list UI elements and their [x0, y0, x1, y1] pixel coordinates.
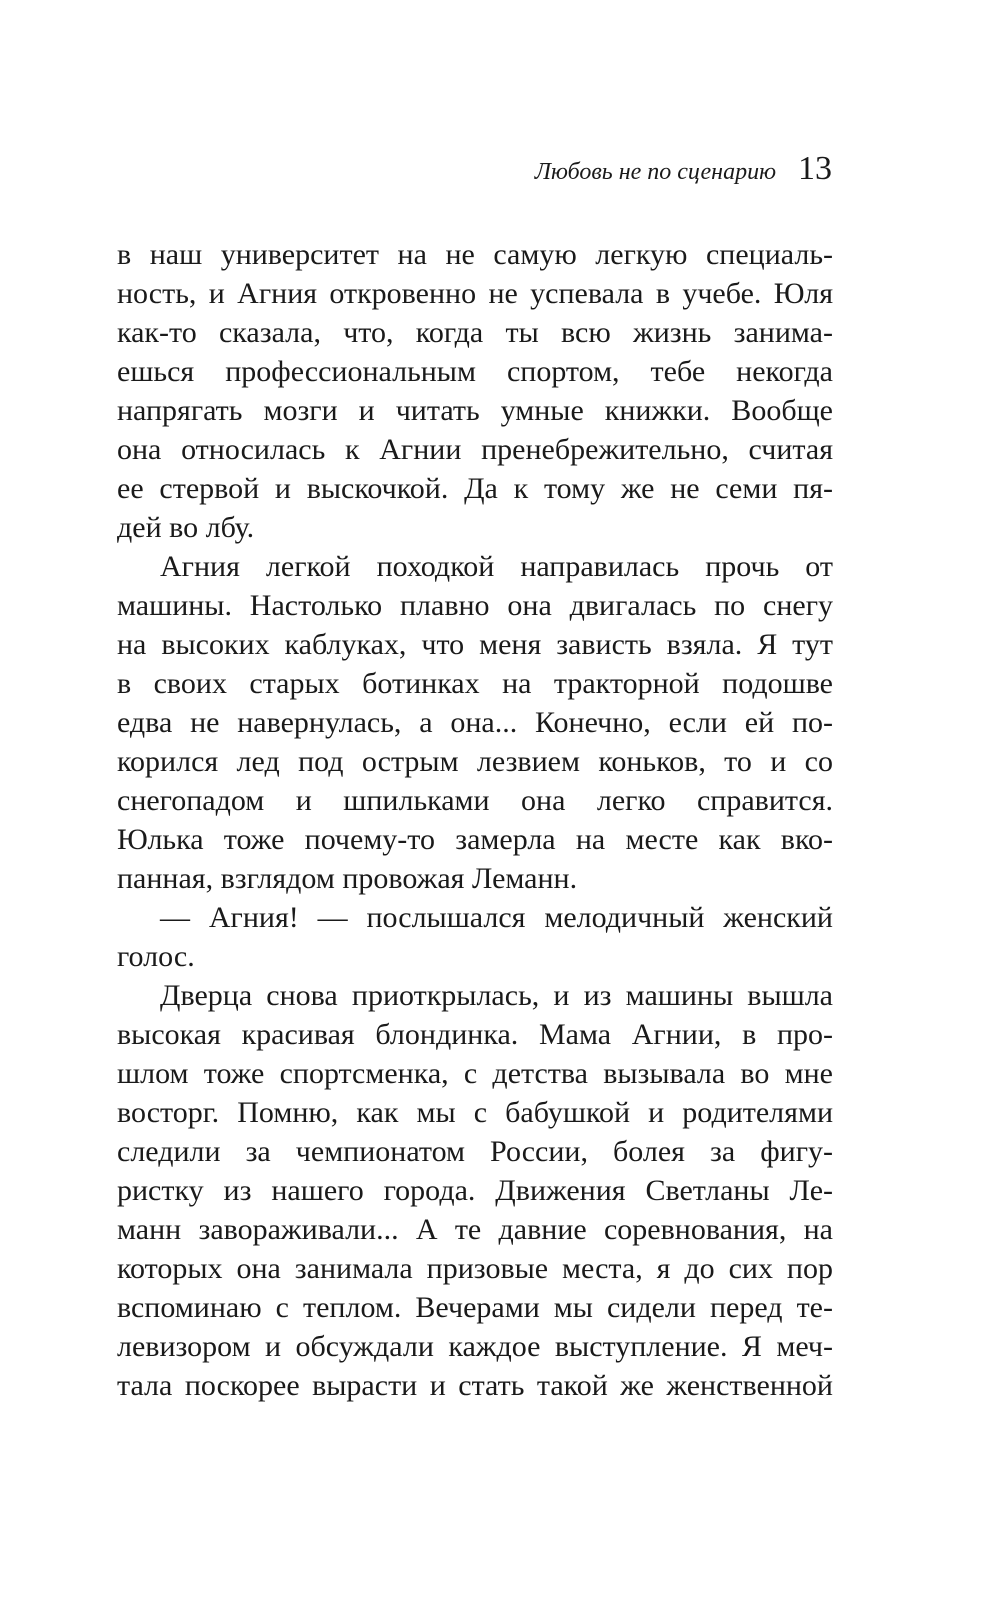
- text-line: ее стервой и выскочкой. Да к тому же не семи пя-: [117, 472, 833, 505]
- text-line: ешься профессиональным спортом, тебе некогда: [117, 355, 833, 388]
- text-line: снегопадом и шпильками она легко справится.: [117, 784, 833, 817]
- text-line: голос.: [117, 940, 195, 973]
- page-number: 13: [798, 150, 832, 187]
- text-line: Дверца снова приоткрылась, и из машины вышла: [160, 979, 833, 1012]
- text-line: Юлька тоже почему-то замерла на месте как вко-: [117, 823, 833, 856]
- running-header: [535, 150, 832, 190]
- text-line: тала поскорее вырасти и стать такой же женственной: [117, 1369, 833, 1402]
- text-line: на высоких каблуках, что меня зависть взяла. Я тут: [117, 628, 833, 661]
- text-line: дей во лбу.: [117, 511, 255, 544]
- text-line: которых она занимала призовые места, я до сих пор: [117, 1252, 833, 1285]
- text-line: манн завораживали... А те давние соревнования, на: [117, 1213, 833, 1246]
- text-line: высокая красивая блондинка. Мама Агнии, в про-: [117, 1018, 833, 1051]
- text-line: корился лед под острым лезвием коньков, то и со: [117, 745, 833, 778]
- text-line: восторг. Помню, как мы с бабушкой и родителями: [117, 1096, 833, 1129]
- text-line: едва не навернулась, а она... Конечно, если ей по-: [117, 706, 833, 739]
- text-line: ность, и Агния откровенно не успевала в учебе. Юля: [117, 277, 833, 310]
- text-line: следили за чемпионатом России, болея за фигу-: [117, 1135, 833, 1168]
- text-line: в своих старых ботинках на тракторной подошве: [117, 667, 833, 700]
- text-line: она относилась к Агнии пренебрежительно, считая: [117, 433, 833, 466]
- text-line: в наш университет на не самую легкую специаль-: [117, 238, 833, 271]
- body-text: [117, 235, 833, 1405]
- text-line: как-то сказала, что, когда ты всю жизнь занима-: [117, 316, 833, 349]
- text-line: ристку из нашего города. Движения Светланы Ле-: [117, 1174, 833, 1207]
- text-line: левизором и обсуждали каждое выступление. Я меч-: [117, 1330, 833, 1363]
- text-line: напрягать мозги и читать умные книжки. Вообще: [117, 394, 833, 427]
- text-line: панная, взглядом провожая Леманн.: [117, 862, 578, 895]
- text-line: вспоминаю с теплом. Вечерами мы сидели перед те-: [117, 1291, 833, 1324]
- text-line: Агния легкой походкой направилась прочь от: [160, 550, 833, 583]
- text-line: — Агния! — послышался мелодичный женский: [160, 901, 833, 934]
- running-title: Любовь не по сценарию: [534, 159, 776, 185]
- text-line: машины. Настолько плавно она двигалась по снегу: [117, 589, 833, 622]
- text-line: шлом тоже спортсменка, с детства вызывала во мне: [117, 1057, 833, 1090]
